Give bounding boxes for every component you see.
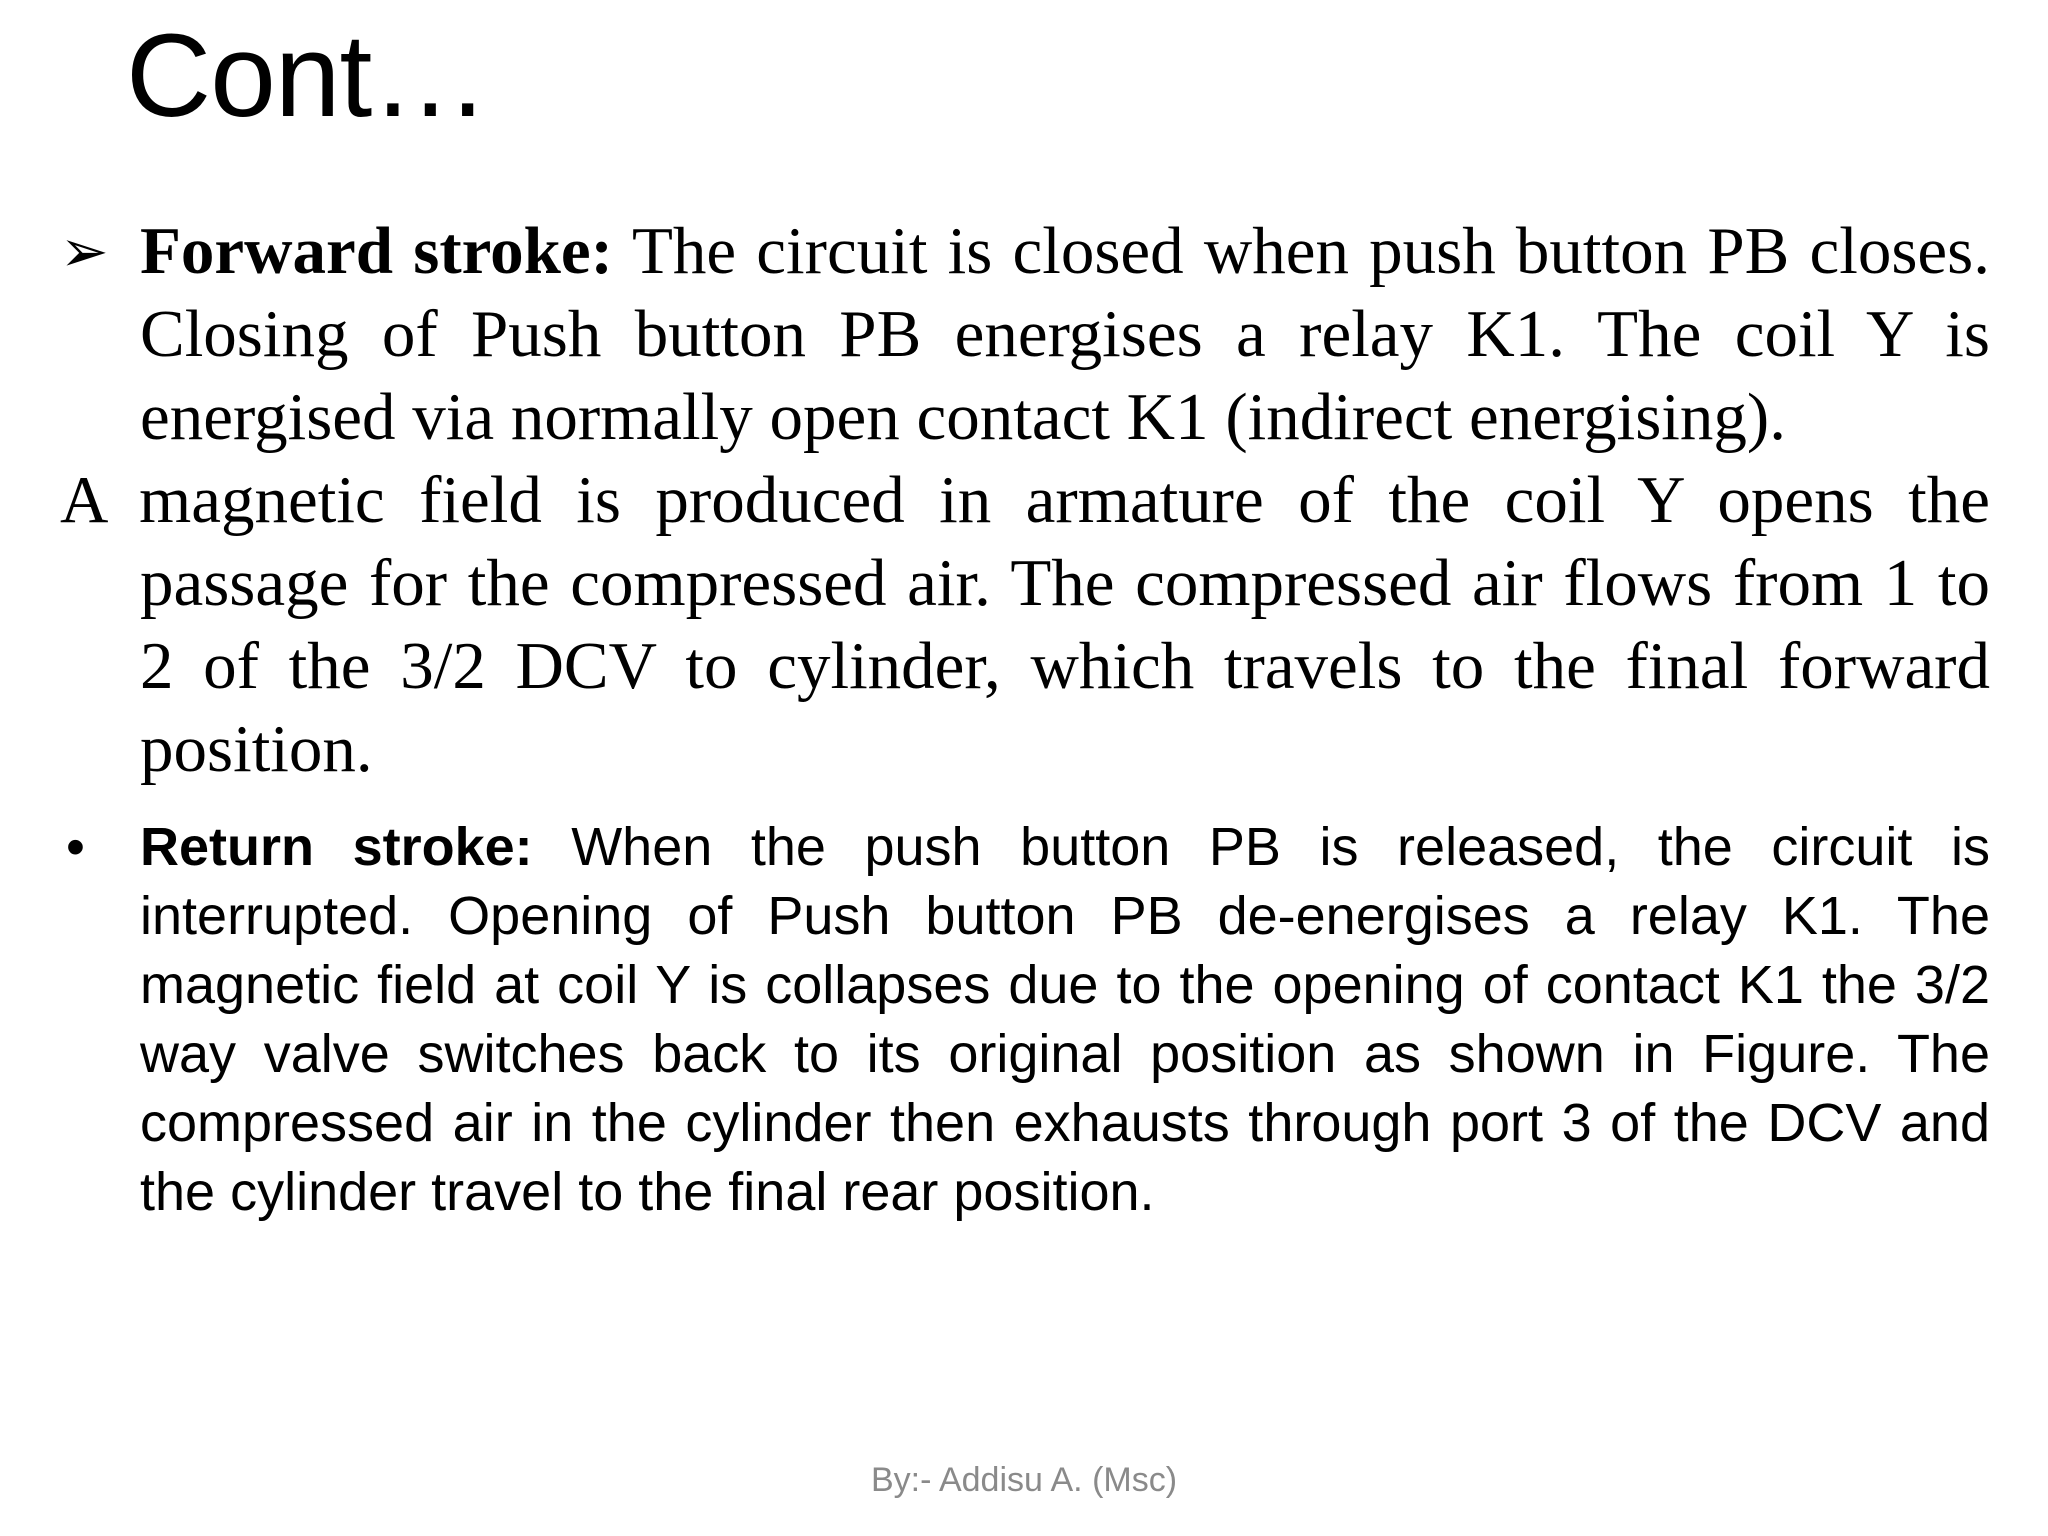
return-stroke-term: Return stroke:	[140, 817, 533, 877]
magnetic-field-paragraph: A magnetic field is produced in armature of the coil Y opens the passage for the compressed air. The compressed air flows from 1 to 2 of the 3/2 DCV to cylinder, which travels to the final forward position.	[60, 463, 1990, 786]
arrow-bullet-icon: ➢	[60, 217, 109, 285]
return-stroke-item	[60, 813, 1990, 1227]
slide-title: Cont…	[126, 10, 489, 142]
round-bullet-icon: •	[66, 817, 85, 877]
forward-stroke-term: Forward stroke:	[140, 214, 613, 288]
forward-stroke-item	[60, 210, 1990, 459]
slide-body	[60, 210, 1990, 1227]
return-stroke-text: When the push button PB is released, the circuit is interrupted. Opening of Push button PB de-energises a relay K1. The magnetic field at coil Y is collapses due to the opening of contact K1 the 3/2 way valve switches back to its original position as shown in Figure. The compressed air in the cylinder then exhausts through port 3 of the DCV and the cylinder travel to the final rear position.	[140, 817, 1990, 1222]
forward-stroke-text: The circuit is closed when push button PB closes. Closing of Push button PB energises a relay K1. The coil Y is energised via normally open contact K1 (indirect energising).	[140, 214, 1990, 454]
slide-footer: By:- Addisu A. (Msc)	[870, 1461, 1178, 1499]
